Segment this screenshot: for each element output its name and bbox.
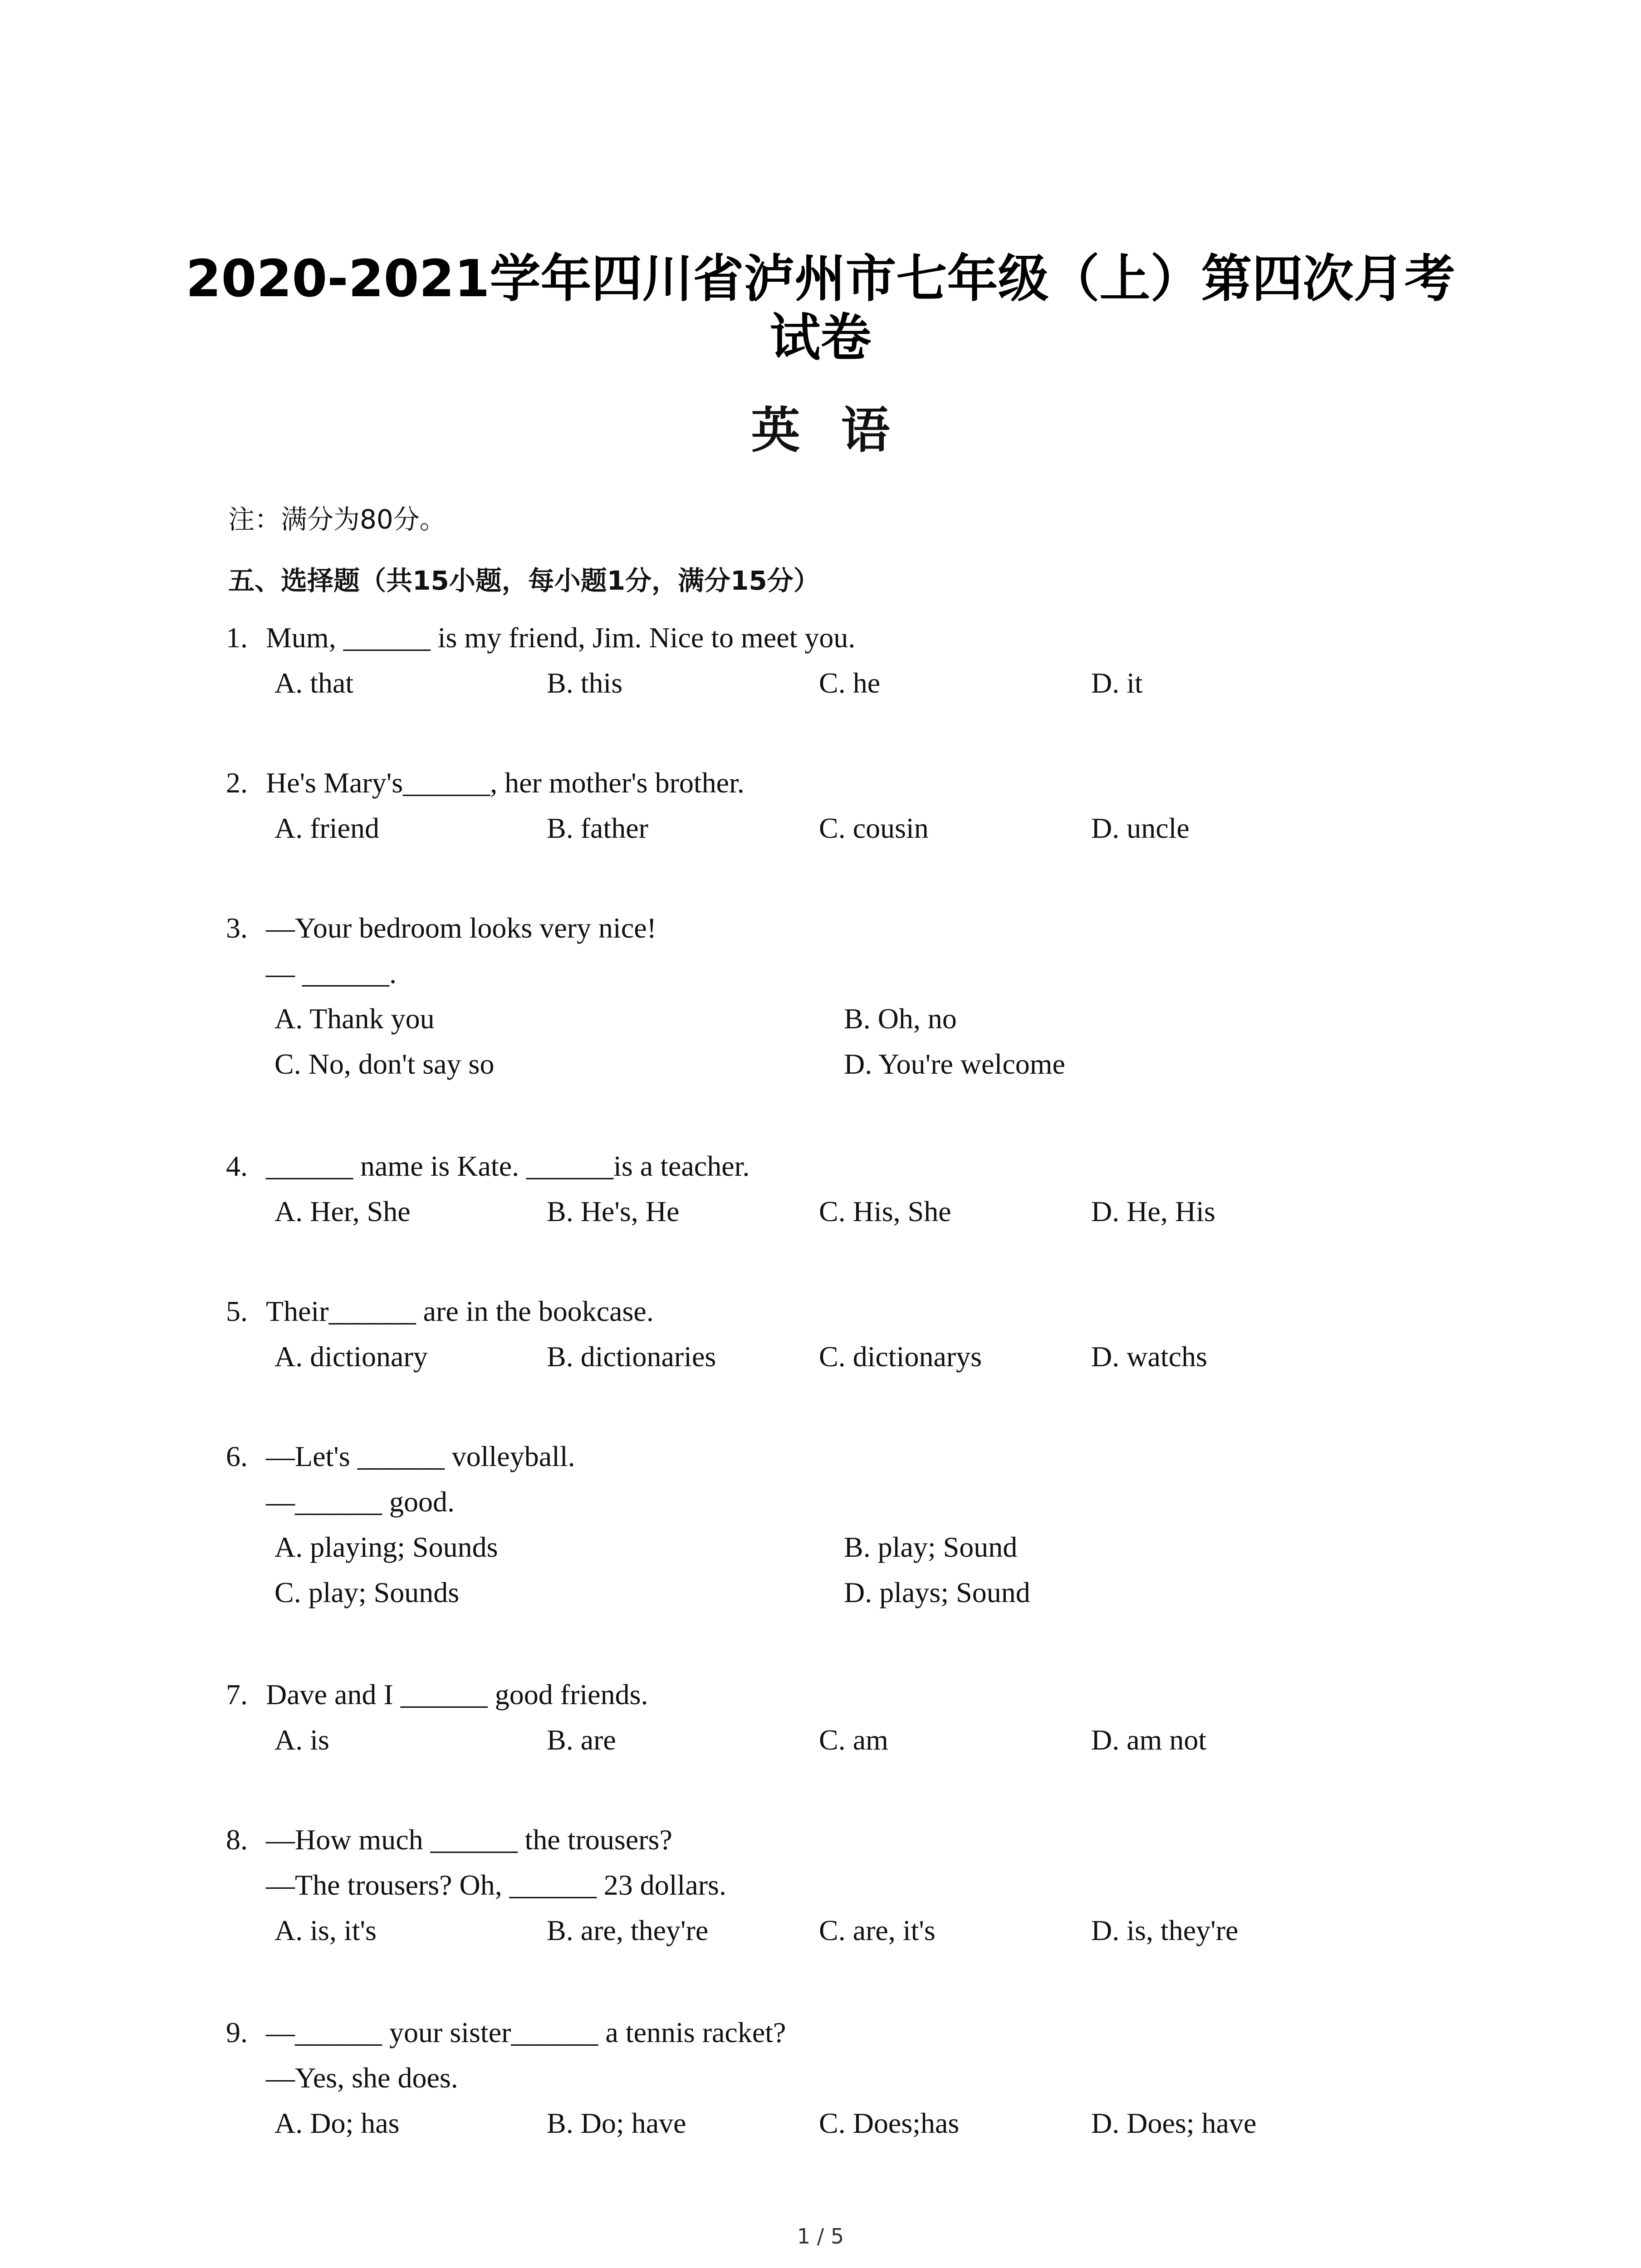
option-b[interactable]: B. are [547, 1724, 616, 1756]
option-d[interactable]: D. it [1091, 667, 1143, 699]
option-b[interactable]: B. dictionaries [547, 1340, 716, 1373]
question-text: —How much ______ the trousers? [266, 1823, 672, 1856]
option-a[interactable]: A. that [274, 667, 354, 699]
question-text: Dave and I ______ good friends. [266, 1678, 648, 1711]
question-number: 1. [226, 621, 248, 654]
question-number: 6. [226, 1440, 248, 1472]
question-number: 2. [226, 767, 248, 799]
option-c[interactable]: C. play; Sounds [274, 1576, 460, 1608]
question-number: 7. [226, 1678, 248, 1711]
option-a[interactable]: A. dictionary [274, 1340, 428, 1373]
question-text: —Let's ______ volleyball. [266, 1440, 575, 1472]
question-text: Their______ are in the bookcase. [266, 1295, 654, 1327]
option-d[interactable]: D. uncle [1091, 812, 1190, 844]
question-number: 4. [226, 1150, 248, 1182]
option-d[interactable]: D. watchs [1091, 1340, 1207, 1373]
option-d[interactable]: D. am not [1091, 1724, 1207, 1756]
exam-title-line2: 试卷 [769, 308, 872, 367]
option-b[interactable]: B. Do; have [547, 2107, 686, 2139]
option-a[interactable]: A. Thank you [274, 1002, 435, 1035]
question-stem [226, 905, 656, 951]
option-b[interactable]: B. Oh, no [844, 1002, 957, 1035]
question-stem [226, 1433, 575, 1480]
question-stem [226, 1672, 648, 1718]
exam-title-line1: 2020-2021学年四川省泸州市七年级（上）第四次月考 [186, 249, 1455, 308]
option-b[interactable]: B. this [547, 667, 623, 699]
question-reply-line: —______ good. [266, 1486, 455, 1518]
option-d[interactable]: D. plays; Sound [844, 1576, 1030, 1608]
option-d[interactable]: D. Does; have [1091, 2107, 1257, 2139]
option-b[interactable]: B. play; Sound [844, 1531, 1018, 1563]
option-d[interactable]: D. is, they're [1091, 1914, 1239, 1946]
question-stem [226, 1288, 654, 1334]
option-d[interactable]: D. You're welcome [844, 1048, 1065, 1080]
option-a[interactable]: A. Her, She [274, 1195, 411, 1227]
option-d[interactable]: D. He, His [1091, 1195, 1215, 1227]
option-c[interactable]: C. are, it's [819, 1914, 936, 1946]
question-stem [226, 1817, 672, 1863]
question-stem [226, 1143, 749, 1189]
option-c[interactable]: C. he [819, 667, 881, 699]
question-reply-line: —Yes, she does. [266, 2062, 458, 2094]
question-text: —Your bedroom looks very nice! [266, 912, 656, 944]
option-b[interactable]: B. He's, He [547, 1195, 680, 1227]
question-text: ______ name is Kate. ______is a teacher. [266, 1150, 750, 1182]
option-a[interactable]: A. Do; has [274, 2107, 400, 2139]
option-a[interactable]: A. playing; Sounds [274, 1531, 498, 1563]
question-text: Mum, ______ is my friend, Jim. Nice to meet you. [266, 621, 856, 654]
question-stem [226, 2009, 786, 2056]
option-c[interactable]: C. His, She [819, 1195, 951, 1227]
option-c[interactable]: C. cousin [819, 812, 929, 844]
option-b[interactable]: B. are, they're [547, 1914, 709, 1946]
question-number: 8. [226, 1823, 248, 1856]
section-title: 五、选择题（共15小题，每小题1分，满分15分） [228, 565, 820, 596]
option-b[interactable]: B. father [547, 812, 648, 844]
option-c[interactable]: C. dictionarys [819, 1340, 982, 1373]
question-stem [226, 760, 745, 806]
subject-heading: 英语 [751, 402, 931, 459]
question-reply-line: — ______. [266, 957, 397, 989]
option-c[interactable]: C. am [819, 1724, 888, 1756]
question-number: 5. [226, 1295, 248, 1327]
question-stem [226, 615, 855, 661]
page-number: 1 / 5 [797, 2224, 844, 2248]
option-a[interactable]: A. is [274, 1724, 329, 1756]
question-text: —______ your sister______ a tennis racket? [266, 2016, 786, 2048]
option-c[interactable]: C. Does;has [819, 2107, 960, 2139]
question-number: 3. [226, 912, 248, 944]
option-a[interactable]: A. friend [274, 812, 380, 844]
question-number: 9. [226, 2016, 248, 2048]
question-text: He's Mary's______, her mother's brother. [266, 767, 745, 799]
question-reply-line: —The trousers? Oh, ______ 23 dollars. [266, 1869, 726, 1901]
option-a[interactable]: A. is, it's [274, 1914, 377, 1946]
score-note: 注：满分为80分。 [228, 504, 446, 535]
option-c[interactable]: C. No, don't say so [274, 1048, 495, 1080]
